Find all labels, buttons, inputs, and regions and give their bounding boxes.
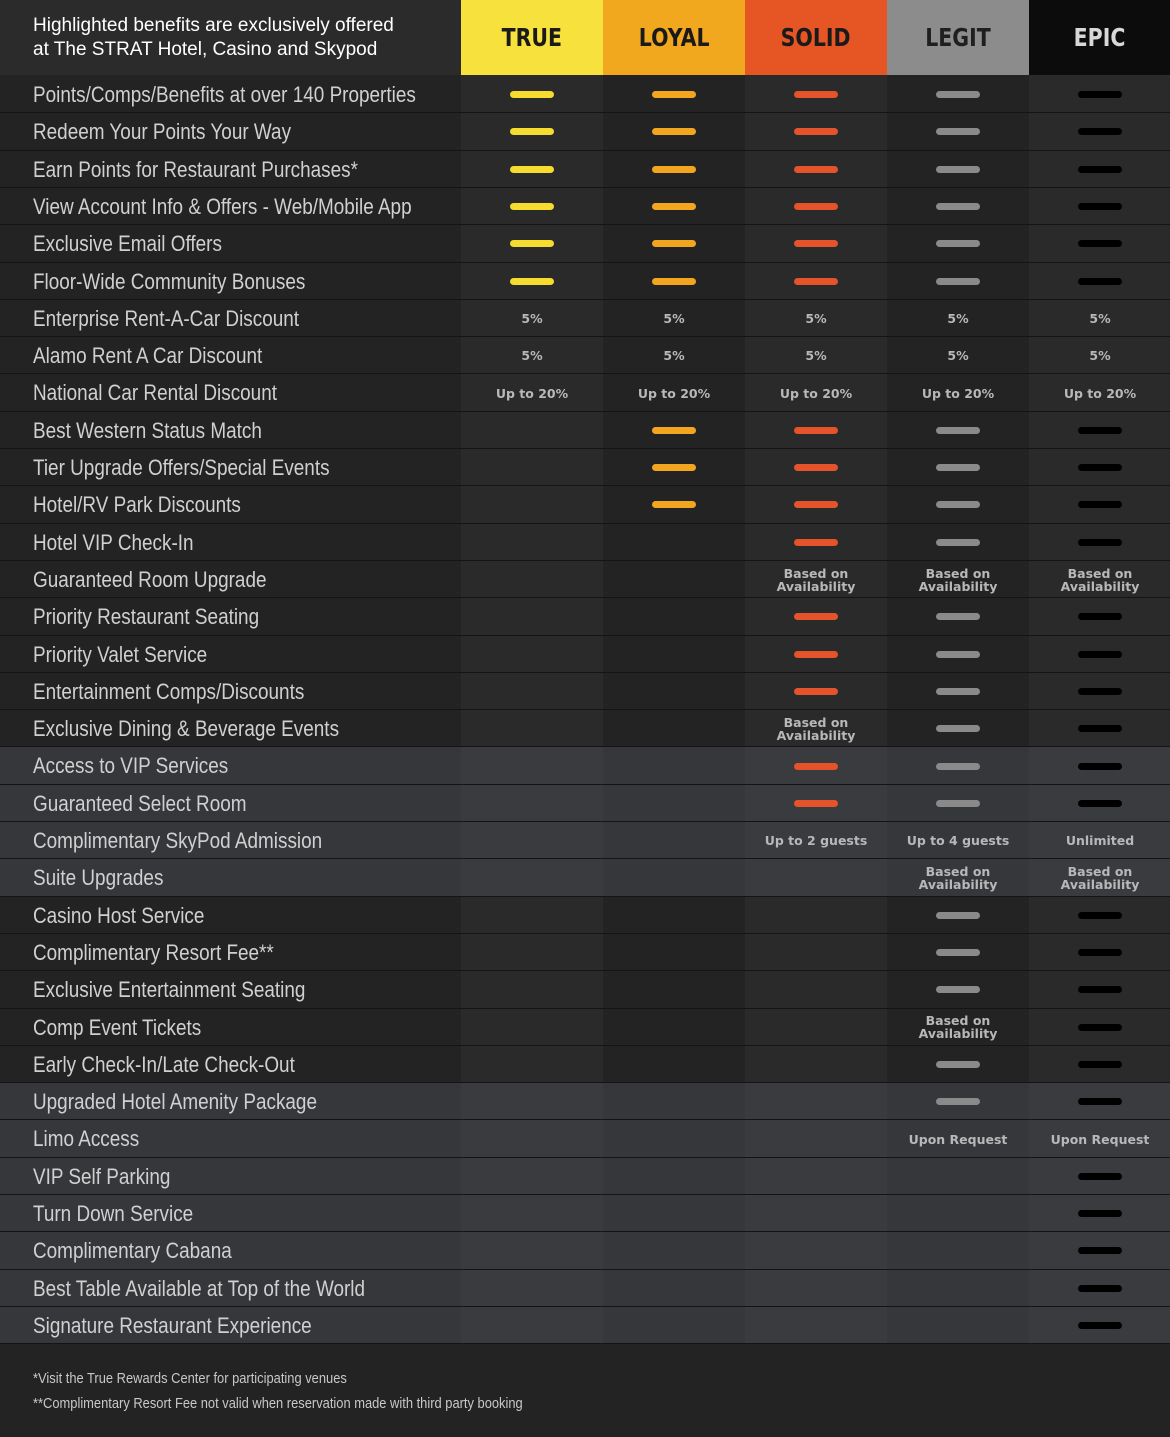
row-highlight-bg (0, 1158, 1170, 1195)
included-dash-icon (1078, 501, 1122, 508)
benefit-cell-solid (745, 449, 887, 486)
benefit-cell-epic (1029, 859, 1170, 896)
benefit-value-line: 5% (663, 348, 685, 364)
benefit-label: Redeem Your Points Your Way (33, 119, 292, 145)
benefit-cell-epic (1029, 225, 1170, 262)
included-dash-icon (1078, 912, 1122, 919)
included-dash-icon (652, 91, 696, 98)
benefit-cell-epic (1029, 1307, 1170, 1344)
benefit-cell-loyal (603, 113, 745, 150)
benefit-value-line: Up to 2 guests (764, 833, 868, 849)
included-dash-icon (936, 613, 980, 620)
benefit-cell-loyal (603, 263, 745, 300)
benefit-cell-legit (887, 1083, 1029, 1120)
benefit-cell-epic (1029, 897, 1170, 934)
benefit-value-line: Up to 20% (779, 385, 853, 401)
benefit-label: Complimentary Cabana (33, 1238, 232, 1264)
included-dash-icon (1078, 128, 1122, 135)
benefit-cell-legit (887, 300, 1029, 337)
benefit-cell-legit (887, 822, 1029, 859)
benefit-value-line: Unlimited (1065, 833, 1135, 849)
tier-name: SOLID (781, 23, 851, 52)
included-dash-icon (1078, 464, 1122, 471)
benefit-cell-solid (745, 673, 887, 710)
benefit-cell-true (461, 337, 603, 374)
benefit-cell-epic (1029, 1046, 1170, 1083)
benefit-cell-legit (887, 673, 1029, 710)
benefit-cell-epic (1029, 412, 1170, 449)
benefit-label: Casino Host Service (33, 902, 205, 928)
header-note-line2: at The STRAT Hotel, Casino and Skypod (33, 39, 378, 60)
benefit-cell-solid (745, 785, 887, 822)
benefit-value (745, 834, 887, 847)
benefit-value (603, 312, 745, 325)
benefit-value-line: Availability (776, 727, 856, 743)
benefit-value-line: Availability (918, 578, 998, 594)
tier-name: TRUE (501, 23, 563, 52)
included-dash-icon (1078, 1173, 1122, 1180)
included-dash-icon (794, 501, 838, 508)
included-dash-icon (510, 166, 554, 173)
included-dash-icon (1078, 240, 1122, 247)
included-dash-icon (936, 986, 980, 993)
included-dash-icon (1078, 651, 1122, 658)
footnote-resort-fee: **Complimentary Resort Fee not valid when reservation made with third party booking (33, 1395, 523, 1412)
benefit-cell-legit (887, 859, 1029, 896)
benefit-value (1029, 1133, 1170, 1146)
benefit-value-line: 5% (521, 310, 543, 326)
benefit-cell-epic (1029, 1083, 1170, 1120)
benefit-cell-legit (887, 76, 1029, 113)
benefit-cell-epic (1029, 337, 1170, 374)
benefit-value (745, 567, 887, 593)
benefit-cell-epic (1029, 374, 1170, 411)
included-dash-icon (936, 800, 980, 807)
benefit-label: Best Western Status Match (33, 417, 262, 443)
benefit-cell-solid (745, 561, 887, 598)
benefit-cell-epic (1029, 598, 1170, 635)
benefit-cell-legit (887, 971, 1029, 1008)
benefit-cell-solid (745, 113, 887, 150)
benefit-cell-solid (745, 524, 887, 561)
benefit-cell-legit (887, 747, 1029, 784)
benefit-value-line: Based on (783, 565, 849, 581)
benefit-cell-legit (887, 524, 1029, 561)
included-dash-icon (936, 278, 980, 285)
included-dash-icon (794, 203, 838, 210)
included-dash-icon (794, 464, 838, 471)
included-dash-icon (1078, 1024, 1122, 1031)
benefit-value (745, 716, 887, 742)
benefit-value-line: 5% (947, 348, 969, 364)
benefit-label: Access to VIP Services (33, 753, 229, 779)
benefit-cell-loyal (603, 188, 745, 225)
benefit-label: Turn Down Service (33, 1201, 194, 1226)
benefit-cell-epic (1029, 1232, 1170, 1269)
benefit-label: Comp Event Tickets (33, 1014, 202, 1040)
benefit-label: Best Table Available at Top of the World (33, 1275, 366, 1301)
included-dash-icon (794, 688, 838, 695)
included-dash-icon (936, 464, 980, 471)
benefit-value-line: Upon Request (908, 1131, 1008, 1147)
included-dash-icon (936, 763, 980, 770)
benefit-label: Earn Points for Restaurant Purchases* (33, 156, 358, 182)
benefit-cell-true (461, 188, 603, 225)
benefit-value-line: 5% (1089, 310, 1111, 326)
included-dash-icon (1078, 1247, 1122, 1254)
benefit-cell-loyal (603, 412, 745, 449)
benefit-label: Limo Access (33, 1126, 140, 1152)
benefit-value (887, 312, 1029, 325)
included-dash-icon (510, 278, 554, 285)
benefit-value-line: Availability (1060, 876, 1140, 892)
benefit-cell-legit (887, 934, 1029, 971)
benefit-value (1029, 834, 1170, 847)
benefit-cell-loyal (603, 337, 745, 374)
benefit-label: Exclusive Entertainment Seating (33, 977, 306, 1003)
benefit-cell-loyal (603, 486, 745, 523)
benefit-cell-epic (1029, 1120, 1170, 1157)
included-dash-icon (1078, 91, 1122, 98)
benefit-value (887, 349, 1029, 362)
benefit-cell-legit (887, 188, 1029, 225)
included-dash-icon (936, 1098, 980, 1105)
benefit-cell-true (461, 225, 603, 262)
benefit-cell-solid (745, 822, 887, 859)
included-dash-icon (794, 91, 838, 98)
benefit-cell-epic (1029, 263, 1170, 300)
benefit-cell-epic (1029, 673, 1170, 710)
included-dash-icon (1078, 1285, 1122, 1292)
included-dash-icon (1078, 427, 1122, 434)
included-dash-icon (1078, 203, 1122, 210)
benefit-value-line: Availability (918, 1026, 998, 1042)
benefit-value-line: 5% (521, 348, 543, 364)
included-dash-icon (652, 278, 696, 285)
benefit-cell-true (461, 151, 603, 188)
benefit-value (603, 349, 745, 362)
included-dash-icon (1078, 986, 1122, 993)
benefit-label: Signature Restaurant Experience (33, 1312, 312, 1338)
benefit-cell-true (461, 113, 603, 150)
benefit-label: Guaranteed Room Upgrade (33, 566, 267, 592)
benefit-value-line: Up to 20% (637, 385, 711, 401)
benefit-label: Complimentary SkyPod Admission (33, 828, 323, 853)
benefit-cell-legit (887, 113, 1029, 150)
benefit-value (461, 349, 603, 362)
benefit-label: Entertainment Comps/Discounts (33, 678, 305, 704)
benefit-label: View Account Info & Offers - Web/Mobile App (33, 193, 412, 219)
included-dash-icon (1078, 800, 1122, 807)
benefit-value (887, 834, 1029, 847)
benefit-value-line: Based on (783, 714, 849, 730)
included-dash-icon (936, 1061, 980, 1068)
tier-name: LOYAL (638, 23, 710, 52)
benefit-value (745, 312, 887, 325)
footnote-venues: *Visit the True Rewards Center for participating venues (33, 1370, 347, 1387)
included-dash-icon (794, 539, 838, 546)
included-dash-icon (1078, 1098, 1122, 1105)
included-dash-icon (1078, 278, 1122, 285)
included-dash-icon (652, 128, 696, 135)
benefit-label: Exclusive Dining & Beverage Events (33, 716, 340, 742)
included-dash-icon (1078, 949, 1122, 956)
header-note-line1: Highlighted benefits are exclusively offered (33, 15, 394, 36)
benefit-label: Early Check-In/Late Check-Out (33, 1051, 295, 1077)
included-dash-icon (652, 464, 696, 471)
benefit-cell-legit (887, 785, 1029, 822)
benefit-cell-legit (887, 263, 1029, 300)
benefit-value-line: Based on (925, 565, 991, 581)
benefit-cell-legit (887, 1009, 1029, 1046)
included-dash-icon (510, 240, 554, 247)
benefit-cell-solid (745, 188, 887, 225)
included-dash-icon (1078, 725, 1122, 732)
benefit-label: Priority Valet Service (33, 641, 208, 667)
benefit-cell-epic (1029, 822, 1170, 859)
benefit-cell-epic (1029, 300, 1170, 337)
benefit-value (887, 1133, 1029, 1146)
included-dash-icon (1078, 613, 1122, 620)
benefit-cell-epic (1029, 561, 1170, 598)
benefit-value-line: 5% (663, 310, 685, 326)
included-dash-icon (794, 800, 838, 807)
benefit-cell-epic (1029, 636, 1170, 673)
benefit-label: Exclusive Email Offers (33, 231, 222, 257)
included-dash-icon (1078, 1061, 1122, 1068)
included-dash-icon (936, 539, 980, 546)
benefit-cell-epic (1029, 1270, 1170, 1307)
benefit-cell-epic (1029, 747, 1170, 784)
benefit-value-line: 5% (947, 310, 969, 326)
benefit-cell-epic (1029, 76, 1170, 113)
benefit-cell-loyal (603, 225, 745, 262)
included-dash-icon (936, 651, 980, 658)
benefit-value (1029, 567, 1170, 593)
benefit-label: Suite Upgrades (33, 865, 164, 891)
benefit-cell-solid (745, 747, 887, 784)
benefit-cell-true (461, 76, 603, 113)
benefit-cell-solid (745, 374, 887, 411)
benefit-value (1029, 865, 1170, 891)
benefit-value-line: Upon Request (1050, 1131, 1150, 1147)
tier-header-loyal (603, 0, 745, 75)
benefit-cell-loyal (603, 151, 745, 188)
benefit-cell-solid (745, 486, 887, 523)
benefit-cell-solid (745, 710, 887, 747)
benefit-cell-solid (745, 225, 887, 262)
benefit-cell-legit (887, 636, 1029, 673)
included-dash-icon (652, 501, 696, 508)
benefit-label: Priority Restaurant Seating (33, 604, 260, 630)
benefit-label: Points/Comps/Benefits at over 140 Properties (33, 82, 416, 107)
benefit-cell-solid (745, 412, 887, 449)
benefit-label: Hotel VIP Check-In (33, 529, 194, 555)
benefit-value-line: Up to 20% (495, 385, 569, 401)
benefit-cell-epic (1029, 971, 1170, 1008)
benefit-cell-loyal (603, 300, 745, 337)
benefit-cell-legit (887, 486, 1029, 523)
benefit-value (887, 1014, 1029, 1040)
included-dash-icon (936, 240, 980, 247)
benefit-cell-epic (1029, 785, 1170, 822)
benefit-cell-legit (887, 374, 1029, 411)
benefit-cell-solid (745, 76, 887, 113)
benefit-cell-legit (887, 897, 1029, 934)
included-dash-icon (1078, 166, 1122, 173)
included-dash-icon (794, 278, 838, 285)
tier-header-true (461, 0, 603, 75)
included-dash-icon (936, 203, 980, 210)
benefit-cell-loyal (603, 76, 745, 113)
benefit-value-line: Based on (925, 863, 991, 879)
benefit-value-line: Availability (776, 578, 856, 594)
included-dash-icon (1078, 1322, 1122, 1329)
included-dash-icon (652, 240, 696, 247)
benefit-cell-legit (887, 225, 1029, 262)
benefit-value (745, 387, 887, 400)
tier-name: LEGIT (925, 23, 991, 52)
benefit-cell-epic (1029, 151, 1170, 188)
benefit-cell-solid (745, 337, 887, 374)
tier-name: EPIC (1073, 23, 1126, 52)
benefit-value (1029, 312, 1170, 325)
benefit-cell-epic (1029, 1195, 1170, 1232)
benefit-cell-epic (1029, 449, 1170, 486)
included-dash-icon (1078, 1210, 1122, 1217)
included-dash-icon (652, 166, 696, 173)
included-dash-icon (510, 91, 554, 98)
benefit-value-line: 5% (805, 348, 827, 364)
benefit-cell-legit (887, 710, 1029, 747)
benefit-cell-legit (887, 412, 1029, 449)
benefit-value-line: 5% (1089, 348, 1111, 364)
benefit-label: Guaranteed Select Room (33, 790, 247, 816)
benefit-cell-epic (1029, 934, 1170, 971)
benefit-value (461, 312, 603, 325)
included-dash-icon (936, 501, 980, 508)
benefit-value (1029, 349, 1170, 362)
benefit-value (887, 865, 1029, 891)
benefit-label: Alamo Rent A Car Discount (33, 343, 263, 369)
benefit-label: Upgraded Hotel Amenity Package (33, 1089, 317, 1115)
benefit-cell-true (461, 300, 603, 337)
included-dash-icon (1078, 763, 1122, 770)
benefit-value (887, 387, 1029, 400)
benefit-cell-legit (887, 598, 1029, 635)
benefit-value-line: Based on (925, 1013, 991, 1029)
benefit-cell-legit (887, 1046, 1029, 1083)
included-dash-icon (1078, 539, 1122, 546)
benefit-label: Hotel/RV Park Discounts (33, 492, 241, 518)
included-dash-icon (936, 427, 980, 434)
benefit-cell-loyal (603, 449, 745, 486)
benefit-value (461, 387, 603, 400)
included-dash-icon (936, 912, 980, 919)
benefit-label: Tier Upgrade Offers/Special Events (33, 455, 330, 480)
benefit-value (1029, 387, 1170, 400)
included-dash-icon (794, 166, 838, 173)
benefit-value-line: Up to 20% (1063, 385, 1137, 401)
benefit-cell-epic (1029, 710, 1170, 747)
included-dash-icon (936, 166, 980, 173)
included-dash-icon (936, 949, 980, 956)
benefit-value-line: Availability (1060, 578, 1140, 594)
included-dash-icon (794, 240, 838, 247)
included-dash-icon (936, 128, 980, 135)
benefit-value-line: Up to 4 guests (906, 833, 1010, 849)
benefit-cell-solid (745, 151, 887, 188)
included-dash-icon (794, 613, 838, 620)
benefit-cell-legit (887, 449, 1029, 486)
benefit-value-line: Up to 20% (921, 385, 995, 401)
benefit-value-line: Based on (1067, 565, 1133, 581)
benefit-cell-solid (745, 636, 887, 673)
benefit-label: National Car Rental Discount (33, 380, 277, 406)
benefit-label: VIP Self Parking (33, 1163, 171, 1189)
benefit-cell-solid (745, 263, 887, 300)
benefit-value (745, 349, 887, 362)
benefit-cell-solid (745, 300, 887, 337)
tier-header-solid (745, 0, 887, 75)
benefit-cell-loyal (603, 374, 745, 411)
benefit-cell-true (461, 263, 603, 300)
included-dash-icon (936, 725, 980, 732)
benefit-cell-legit (887, 151, 1029, 188)
benefit-cell-legit (887, 337, 1029, 374)
included-dash-icon (794, 763, 838, 770)
benefit-cell-epic (1029, 188, 1170, 225)
included-dash-icon (794, 651, 838, 658)
benefit-cell-epic (1029, 113, 1170, 150)
benefit-value (887, 567, 1029, 593)
benefit-cell-legit (887, 561, 1029, 598)
benefit-cell-epic (1029, 524, 1170, 561)
benefit-cell-true (461, 374, 603, 411)
benefit-value-line: Based on (1067, 863, 1133, 879)
included-dash-icon (1078, 688, 1122, 695)
included-dash-icon (936, 688, 980, 695)
included-dash-icon (510, 128, 554, 135)
benefit-cell-epic (1029, 486, 1170, 523)
benefit-value-line: 5% (805, 310, 827, 326)
benefit-cell-solid (745, 598, 887, 635)
row-divider (0, 1343, 1170, 1344)
header-note (0, 0, 461, 75)
benefit-cell-epic (1029, 1009, 1170, 1046)
included-dash-icon (936, 91, 980, 98)
benefit-label: Floor-Wide Community Bonuses (33, 268, 306, 294)
benefit-cell-legit (887, 1120, 1029, 1157)
benefit-label: Enterprise Rent-A-Car Discount (33, 305, 300, 331)
benefit-value-line: Availability (918, 876, 998, 892)
tier-header-legit (887, 0, 1029, 75)
tier-header-epic (1029, 0, 1170, 75)
benefit-value (603, 387, 745, 400)
included-dash-icon (794, 128, 838, 135)
included-dash-icon (794, 427, 838, 434)
included-dash-icon (510, 203, 554, 210)
benefit-label: Complimentary Resort Fee** (33, 939, 274, 965)
benefit-cell-epic (1029, 1158, 1170, 1195)
included-dash-icon (652, 427, 696, 434)
included-dash-icon (652, 203, 696, 210)
